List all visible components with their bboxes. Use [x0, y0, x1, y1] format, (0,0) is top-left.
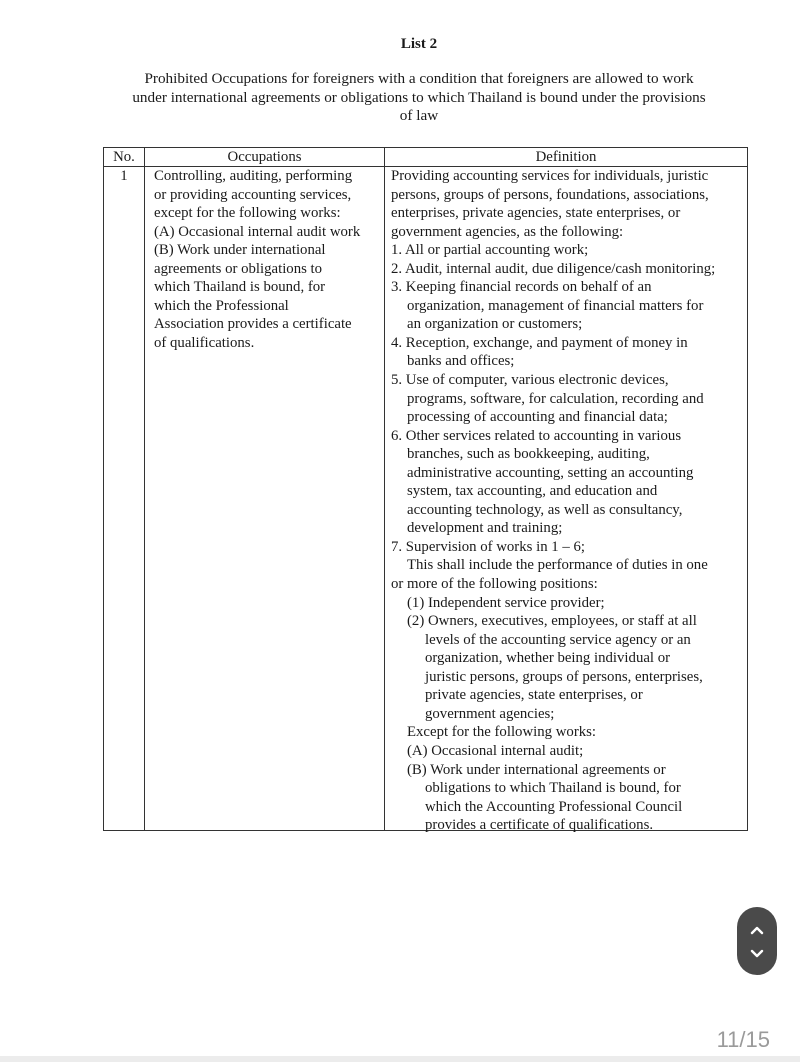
definition-line: Except for the following works: [407, 724, 597, 741]
definition-line: (B) Work under international agreements or [407, 761, 666, 778]
definition-line: (1) Independent service provider; [407, 594, 605, 611]
page-nav-control [737, 907, 777, 975]
occupation-line: Association provides a certificate [154, 316, 352, 333]
occupation-line: agreements or obligations to [154, 260, 323, 277]
definition-line: branches, such as bookkeeping, auditing, [407, 446, 650, 463]
chevron-down-icon [750, 949, 764, 959]
definition-cell [391, 167, 747, 835]
occupation-line: of qualifications. [154, 334, 255, 351]
definition-line: juristic persons, groups of persons, enterprises, [425, 668, 703, 685]
definition-line: organization, whether being individual or [425, 650, 671, 667]
definition-line: 4. Reception, exchange, and payment of money in [391, 334, 688, 351]
definition-line: provides a certificate of qualifications. [425, 817, 654, 834]
definition-line: system, tax accounting, and education and [407, 483, 658, 500]
occupation-line: (A) Occasional internal audit work [154, 223, 361, 240]
definition-line: This shall include the performance of duties in one [407, 557, 708, 574]
occupation-line: (B) Work under international [154, 242, 326, 259]
column-divider [144, 148, 145, 830]
definition-line: private agencies, state enterprises, or [425, 687, 643, 704]
definition-line: government agencies; [425, 705, 555, 722]
page-title: List 2 [400, 36, 438, 52]
definition-line: Providing accounting services for individuals, juristic [391, 168, 709, 184]
next-page-button[interactable] [737, 939, 777, 969]
header-no: No. [113, 149, 135, 165]
definition-line: obligations to which Thailand is bound, for [425, 780, 681, 797]
occupation-line: except for the following works: [154, 205, 341, 222]
definition-line: 3. Keeping financial records on behalf of an [391, 279, 652, 296]
definition-line: persons, groups of persons, foundations, associations, [391, 186, 709, 203]
definition-line: 6. Other services related to accounting in various [391, 427, 682, 444]
bottom-bar [0, 1056, 800, 1062]
definition-line: an organization or customers; [407, 316, 583, 333]
header-definition: Definition [535, 149, 597, 165]
subtitle-line: Prohibited Occupations for foreigners with a condition that foreigners are allowed to work [144, 70, 694, 87]
definition-line: government agencies, as the following: [391, 223, 624, 240]
occupation-line: which Thailand is bound, for [154, 279, 326, 296]
occupation-line: Controlling, auditing, performing [154, 168, 353, 184]
subtitle-line: of law [399, 107, 439, 124]
definition-line: banks and offices; [407, 353, 515, 370]
definition-line: 1. All or partial accounting work; [391, 242, 589, 259]
definition-line: development and training; [407, 520, 563, 537]
definition-line: (2) Owners, executives, employees, or staff at all [407, 613, 697, 630]
definition-line: accounting technology, as well as consultancy, [407, 501, 683, 518]
definition-line: organization, management of financial matters for [407, 297, 704, 314]
page-counter: 11/15 [716, 1027, 770, 1052]
definition-line: or more of the following positions: [391, 576, 598, 593]
definition-line: which the Accounting Professional Council [425, 798, 683, 815]
chevron-up-icon [750, 925, 764, 935]
column-divider [384, 148, 385, 830]
definition-line: (A) Occasional internal audit; [407, 742, 584, 759]
occupation-cell [154, 167, 382, 352]
occupations-table [103, 147, 748, 834]
definition-line: 5. Use of computer, various electronic devices, [391, 372, 669, 389]
occupation-line: which the Professional [154, 297, 289, 314]
definition-line: 7. Supervision of works in 1 – 6; [391, 538, 585, 555]
occupation-line: or providing accounting services, [154, 186, 352, 203]
row-number: 1 [120, 168, 128, 184]
definition-line: 2. Audit, internal audit, due diligence/cash monitoring; [391, 260, 716, 277]
definition-line: administrative accounting, setting an accounting [407, 464, 694, 481]
definition-line: programs, software, for calculation, recording and [407, 390, 704, 407]
definition-line: levels of the accounting service agency or an [425, 631, 691, 648]
definition-line: enterprises, private agencies, state enterprises, or [391, 205, 681, 222]
subtitle-line: under international agreements or obligations to which Thailand is bound under the provisions [132, 88, 706, 106]
document-subtitle [100, 70, 738, 126]
header-occupations: Occupations [227, 149, 302, 165]
definition-line: processing of accounting and financial data; [407, 409, 668, 426]
